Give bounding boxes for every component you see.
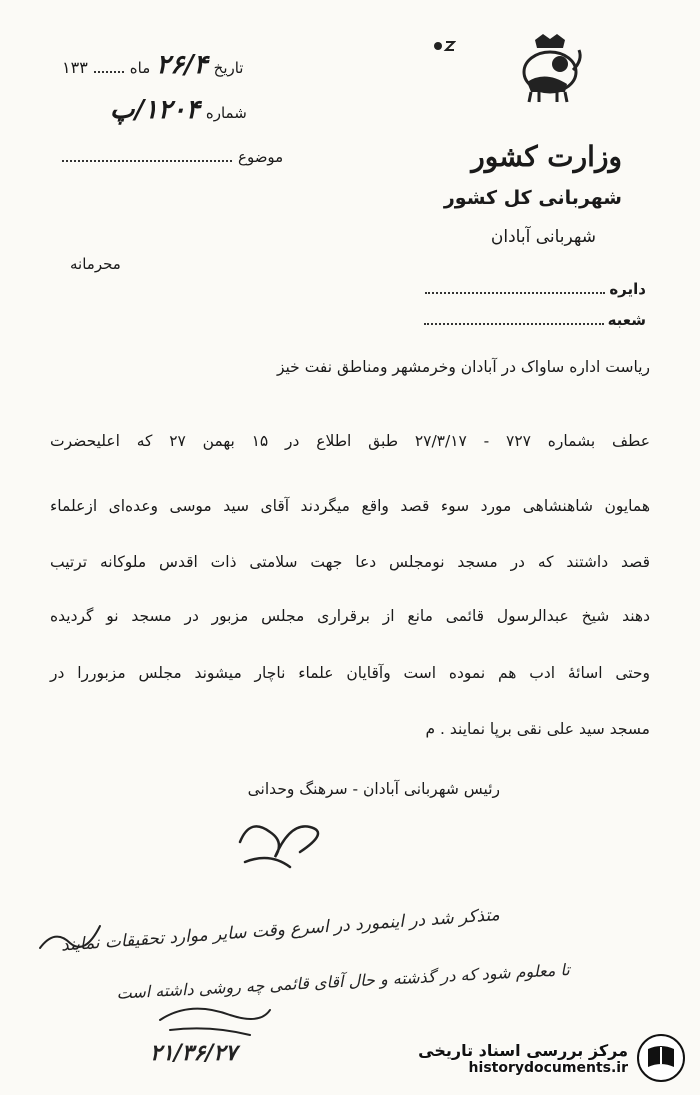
addressee-line: ریاست اداره ساواک در آبادان وخرمشهر ومناطق نفت خیز	[276, 358, 650, 376]
classification-label: محرمانه	[70, 255, 121, 273]
department-dotted-line	[425, 291, 605, 294]
department-row	[425, 280, 646, 298]
archive-logo-icon	[636, 1033, 686, 1083]
month-label: ماه	[129, 59, 151, 77]
number-label: شماره	[205, 104, 247, 122]
signature-icon	[230, 812, 340, 872]
handwritten-note-line: تا معلوم شود که در گذشته و حال آقای قائمی چه روشی داشته است	[116, 960, 571, 1003]
number-value: ۱۲۰۴/پ	[110, 95, 200, 125]
date-value: ۲۶/۴	[156, 50, 208, 80]
section-dotted-line	[424, 322, 604, 325]
handwritten-date: ۲۱/۳۶/۲۷	[150, 1040, 237, 1066]
date-row	[62, 50, 244, 80]
date-label: تاریخ	[213, 59, 244, 77]
subject-dotted-line	[62, 159, 232, 162]
handwriting-flourish-icon	[35, 918, 105, 958]
handwritten-initials-icon	[150, 995, 280, 1040]
watermark-persian: مرکز بررسی اسناد تاریخی	[418, 1040, 628, 1060]
number-row	[110, 95, 247, 125]
month-dotted-line	[94, 70, 124, 73]
body-line: همایون شاهنشاهی مورد سوء قصد واقع میگردند آقای سید موسی وعده‌ای ازعلماء	[50, 497, 650, 515]
police-city-title: شهربانی آبادان	[490, 227, 596, 247]
body-line: دهند شیخ عبدالرسول قائمی مانع از برقراری مجلس مزبور در مسجد نو گردیده	[50, 607, 650, 625]
lion-and-sun-emblem-icon	[505, 30, 595, 110]
department-label: دایره	[609, 280, 646, 298]
subject-row	[62, 148, 283, 166]
watermark-text	[418, 1041, 628, 1076]
subject-label: موضوع	[238, 148, 284, 166]
year-value: ۱۳۳	[62, 58, 88, 77]
body-line: وحتی اسائهٔ ادب هم نموده است وآقایان علماء ناچار میشوند مجلس مزبوررا در	[50, 664, 650, 682]
watermark-english: historydocuments.ir	[468, 1059, 628, 1076]
section-row	[424, 311, 646, 329]
body-line: مسجد سید علی نقی برپا نمایند . م	[425, 720, 650, 738]
body-line: قصد داشتند که در مسجد نومجلس دعا جهت سلامتی ذات اقدس ملوکانه ترتیب	[50, 553, 650, 571]
body-line: عطف بشماره ۷۲۷ - ۲۷/۳/۱۷ طبق اطلاع در ۱۵ بهمن ۲۷ که اعلیحضرت	[50, 432, 650, 450]
handwritten-note-line: متذکر شد در اینمورد در اسرع وقت سایر موارد تحقیقات نمایند	[60, 905, 501, 956]
stamp-mark-icon	[432, 38, 456, 54]
archive-watermark	[418, 1033, 686, 1083]
ministry-title: وزارت کشور	[471, 140, 622, 173]
section-label: شعبه	[607, 311, 646, 329]
police-general-title: شهربانی کل کشور	[443, 187, 622, 209]
signer-line: رئیس شهربانی آبادان - سرهنگ وحدانی	[247, 780, 500, 798]
